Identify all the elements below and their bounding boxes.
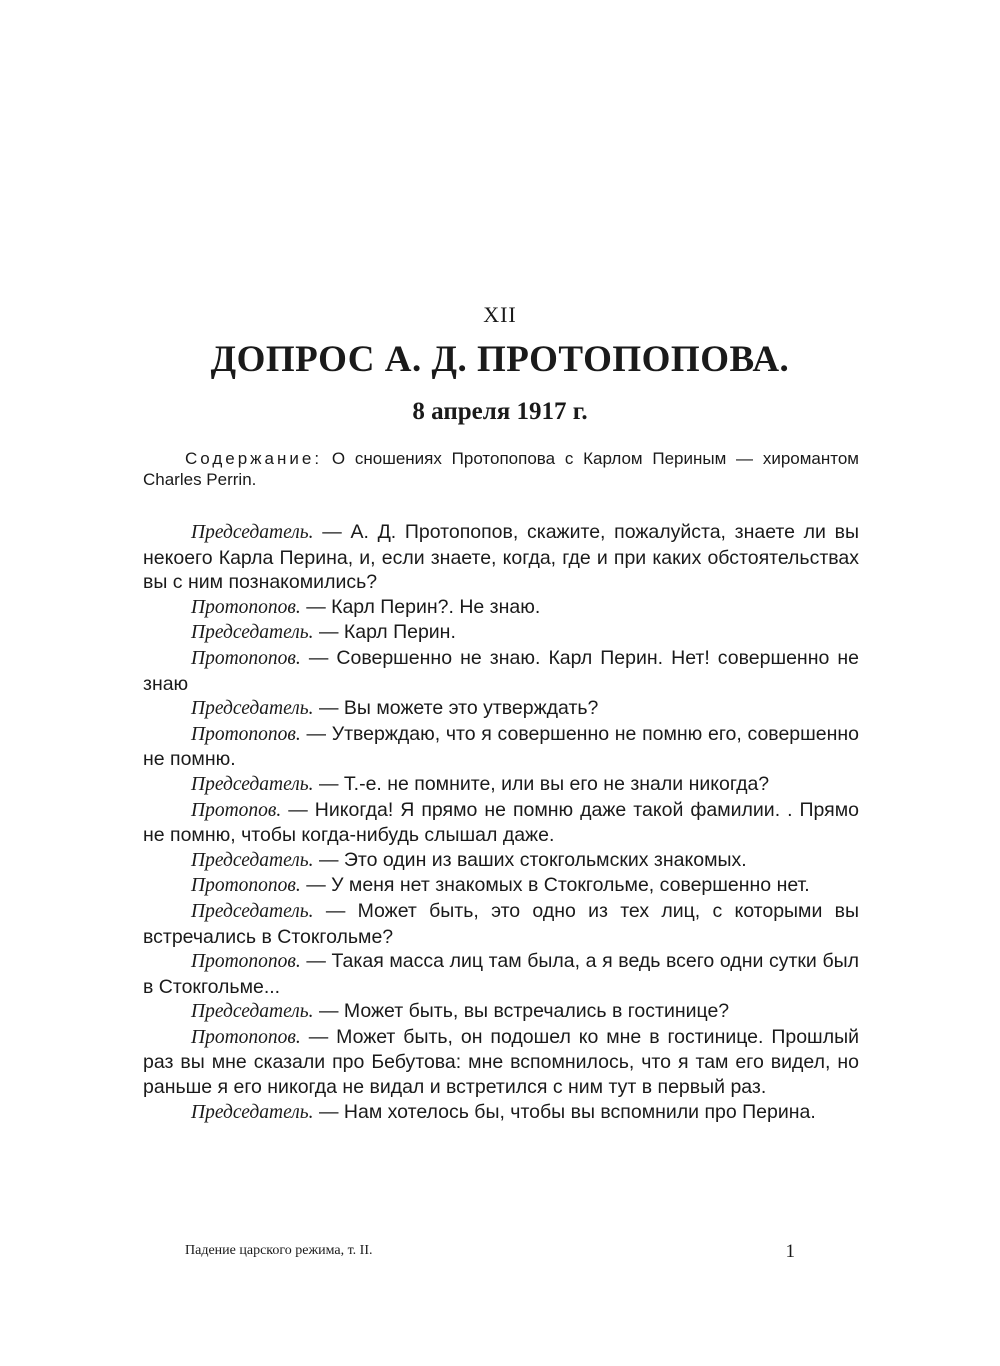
speech-text: — Вы можете это утверждать? [318, 697, 599, 720]
speaker-name: Протопопов. [191, 723, 301, 745]
speech-text: — У меня нет знакомых в Стокгольме, совершенно нет. [306, 874, 810, 897]
speech-text: — Может быть, вы встречались в гостинице? [318, 1000, 730, 1023]
interrogation-transcript [143, 520, 859, 1125]
speaker-name: Председатель. [191, 1001, 314, 1023]
summary-text: О сношениях Протопопова с Карлом Периным — хиромантом Charles Perrin. [143, 449, 859, 489]
speaker-name: Председатель. [191, 698, 314, 720]
dialogue-line [143, 1100, 859, 1126]
speaker-name: Председатель. [191, 622, 314, 644]
speaker-name: Протопопов. [191, 1026, 301, 1048]
chapter-number: XII [483, 302, 517, 327]
speaker-name: Председатель. [191, 900, 314, 922]
speech-text: — Т.-е. не помните, или вы его не знали никогда? [318, 772, 770, 795]
dialogue-line [143, 722, 859, 772]
dialogue-line [143, 899, 859, 949]
dialogue-line [143, 595, 859, 621]
speaker-name: Протопопов. [191, 647, 301, 669]
summary-label: Содержание: [185, 449, 323, 468]
speaker-name: Председатель. [191, 1101, 314, 1123]
speech-text: — Нам хотелось бы, чтобы вы вспомнили про Перина. [318, 1100, 816, 1123]
speech-text: — Утверждаю, что я совершенно не помню его, совершенно не помню. [143, 722, 860, 771]
speech-text: — Карл Перин. [318, 621, 456, 644]
dialogue-line [143, 696, 859, 722]
dialogue-line [143, 520, 859, 595]
speaker-name: Председатель. [191, 849, 314, 871]
speech-text: — А. Д. Протопопов, скажите, пожалуйста, знаете ли вы некоего Карла Перина, и, если знаете, когда, где и при каких обстоятельствах вы с ним познакомились? [143, 521, 859, 594]
dialogue-line [143, 646, 859, 696]
page-footer [185, 1241, 795, 1262]
speech-text: — Такая масса лиц там была, а я ведь всего одни сутки был в Стокгольме... [143, 950, 860, 998]
speech-text: — Может быть, он подошел ко мне в гостинице. Прошлый раз вы мне сказали про Бебутова: мне вспомнилось, что я там его видел, но раньше я его никогда не видал и встретился с ним тут в первый раз. [143, 1025, 859, 1099]
speech-text: — Никогда! Я прямо не помню даже такой фамилии. . Прямо не помню, чтобы когда-нибудь слышал даже. [143, 798, 859, 847]
speech-text: — Совершенно не знаю. Карл Перин. Нет! совершенно не знаю [143, 646, 859, 695]
speaker-name: Председатель. [191, 522, 314, 543]
speaker-name: Протопов. [191, 799, 282, 821]
speaker-name: Протопопов. [191, 875, 301, 897]
speaker-name: Протопопов. [191, 951, 301, 973]
speech-text: — Может быть, это одно из тех лиц, с которыми вы встречались в Стокгольме? [143, 899, 859, 948]
dialogue-line [143, 949, 859, 999]
speaker-name: Протопопов. [191, 596, 301, 618]
footer-signature: Падение царского режима, т. II. [185, 1243, 373, 1258]
document-date: 8 апреля 1917 г. [412, 398, 588, 425]
speech-text: — Это один из ваших стокгольмских знакомых. [318, 848, 747, 871]
dialogue-line [143, 772, 859, 798]
dialogue-line [143, 873, 859, 899]
dialogue-line [143, 798, 859, 848]
speech-text: — Карл Перин?. Не знаю. [306, 595, 541, 618]
speaker-name: Председатель. [191, 773, 314, 795]
dialogue-line [143, 620, 859, 646]
contents-summary [143, 448, 859, 490]
dialogue-line [143, 1025, 859, 1100]
document-title: ДОПРОС А. Д. ПРОТОПОПОВА. [210, 339, 790, 380]
page-number: 1 [785, 1241, 795, 1262]
dialogue-line [143, 999, 859, 1025]
dialogue-line [143, 848, 859, 874]
